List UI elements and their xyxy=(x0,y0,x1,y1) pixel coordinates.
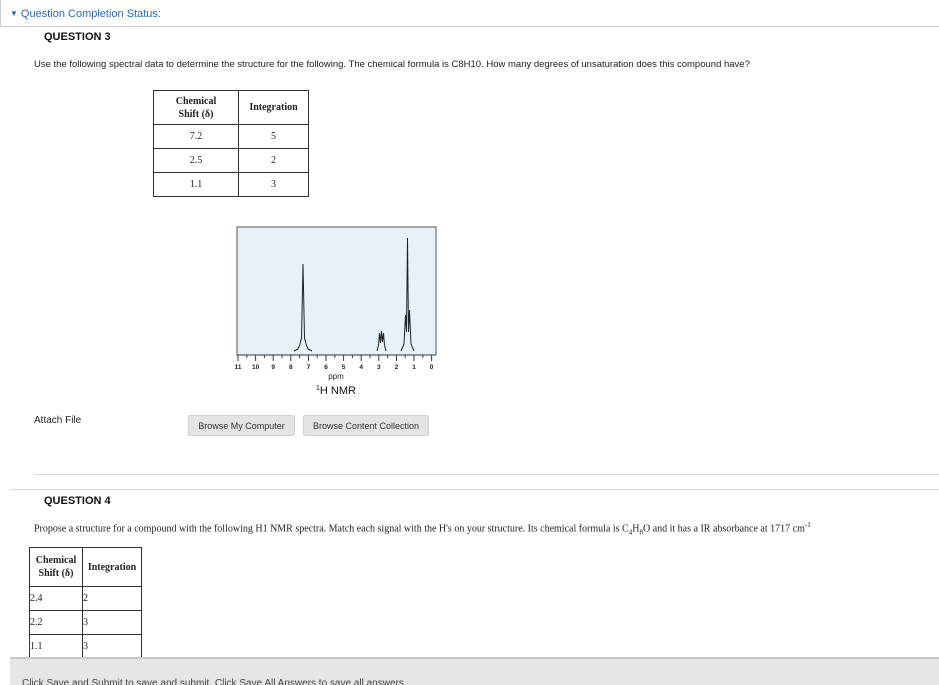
tick-label: 9 xyxy=(271,364,276,371)
spectrum-plot-area xyxy=(237,227,436,355)
completion-status-bar xyxy=(0,0,939,27)
integration-cell: 2 xyxy=(239,149,309,173)
shift-cell: 1.1 xyxy=(154,173,239,197)
question-3-title: QUESTION 3 xyxy=(44,31,111,43)
tick-label: 6 xyxy=(324,364,328,371)
tick-label: 0 xyxy=(429,364,434,371)
table-row xyxy=(154,125,309,149)
divider xyxy=(34,474,939,475)
attach-file-label: Attach File xyxy=(34,415,82,426)
tick-label: 8 xyxy=(288,364,293,371)
tick-label: 10 xyxy=(251,364,260,371)
shift-cell: 1.1 xyxy=(30,635,83,659)
chevron-down-icon: ▼ xyxy=(10,9,18,18)
axis-unit-label: ppm xyxy=(328,372,344,381)
spectrum-axis-ticks xyxy=(238,355,432,361)
completion-status-toggle[interactable] xyxy=(10,8,161,20)
tick-label: 11 xyxy=(234,364,242,371)
tick-label: 1 xyxy=(412,364,416,371)
tick-label: 3 xyxy=(376,364,381,371)
browse-my-computer-button[interactable]: Browse My Computer xyxy=(188,415,295,436)
column-header-integration: Integration xyxy=(83,548,142,587)
integration-cell: 2 xyxy=(83,587,142,611)
footer-instructions: Click Save and Submit to save and submit. Click Save All Answers to save all answers. xyxy=(22,678,407,685)
column-header-shift: Chemical Shift (δ) xyxy=(30,548,83,587)
column-header-shift: Chemical Shift (δ) xyxy=(154,91,239,125)
column-header-integration: Integration xyxy=(239,91,309,125)
tick-label: 4 xyxy=(359,364,364,371)
question-4-prompt: Propose a structure for a compound with the following H1 NMR spectra. Match each signal with the H's on your structure. Its chemical formula is $C_4H_8O$ and it has a IR absorbance at 1717 $cm^{-1}$ xyxy=(34,521,811,537)
question-4-nmr-table xyxy=(29,547,142,659)
shift-cell: 2.2 xyxy=(30,611,83,635)
table-row xyxy=(154,149,309,173)
divider xyxy=(10,489,939,490)
browse-content-collection-button[interactable]: Browse Content Collection xyxy=(303,415,429,436)
tick-label: 7 xyxy=(306,364,311,371)
question-3-nmr-table xyxy=(153,90,309,197)
shift-cell: 7.2 xyxy=(154,125,239,149)
tick-label: 5 xyxy=(341,364,346,371)
shift-cell: 2.4 xyxy=(30,587,83,611)
integration-cell: 3 xyxy=(83,635,142,659)
h-nmr-spectrum xyxy=(230,224,440,404)
integration-cell: 3 xyxy=(83,611,142,635)
tick-label: 2 xyxy=(394,364,399,371)
integration-cell: 3 xyxy=(239,173,309,197)
question-3-prompt: Use the following spectral data to determine the structure for the following. The chemical formula is C8H10. How many degrees of unsaturation does this compound have? xyxy=(34,59,750,70)
table-row xyxy=(154,173,309,197)
integration-cell: 5 xyxy=(239,125,309,149)
table-header-row xyxy=(30,548,142,587)
shift-cell: 2.5 xyxy=(154,149,239,173)
table-header-row xyxy=(154,91,309,125)
spectrum-caption: $^1$H NMR xyxy=(316,385,356,397)
table-row xyxy=(30,611,142,635)
completion-status-label: Question Completion Status: xyxy=(20,8,161,20)
table-row xyxy=(30,587,142,611)
submit-footer-bar xyxy=(10,657,939,685)
table-row xyxy=(30,635,142,659)
question-4-title: QUESTION 4 xyxy=(44,495,111,507)
